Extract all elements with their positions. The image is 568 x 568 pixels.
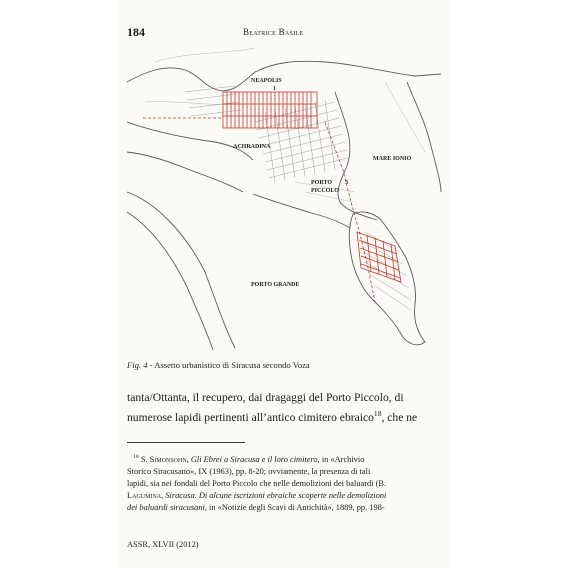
footnote-author: Lagumina,	[127, 490, 166, 500]
map-marker-1: 1	[273, 86, 276, 92]
page-number: 184	[127, 25, 145, 39]
caption-label: Fig. 4	[127, 360, 148, 370]
footnote-author: S. Simonsohn,	[140, 454, 191, 464]
map-label-piccolo: PICCOLO	[311, 188, 340, 194]
body-text-fragment: , che ne	[381, 410, 418, 424]
footnote-line	[127, 451, 440, 466]
footnote-title: Siracusa. Di alcune iscrizioni ebraiche scoperte nelle demolizioni	[165, 490, 387, 500]
body-line: tanta/Ottanta, il recupero, dai dragaggi del Porto Piccolo, di	[127, 391, 404, 404]
footnote-divider	[127, 442, 245, 443]
map-label-mare-ionio: MARE IONIO	[373, 156, 412, 162]
footnote-line: Storico Siracusano», IX (1963), pp. 8-20; ovviamente, la presenza di tali	[127, 466, 371, 476]
body-text-fragment: numerose lapidi pertinenti all’antico cimitero ebraico	[127, 410, 374, 424]
map-label-neapolis: NEAPOLIS	[251, 78, 282, 84]
body-line	[127, 406, 439, 426]
footnote-text: , in «Archivio	[317, 454, 365, 464]
footnote-line: lapidi, sia nei fondali del Porto Piccolo che nelle demolizioni dei baluardi (B.	[127, 478, 387, 488]
map-label-porto-grande: PORTO GRANDE	[251, 282, 300, 288]
footnote-line	[127, 490, 440, 502]
map-label-achradina: ACHRADINA	[233, 144, 271, 150]
page-footer: ASSR, XLVII (2012)	[127, 540, 199, 549]
running-head: Beatrice Basile	[243, 27, 304, 37]
body-text	[127, 390, 439, 426]
caption-text: - Assetto urbanistico di Siracusa secondo Voza	[147, 360, 310, 370]
footnote-ref: 18	[373, 409, 382, 418]
map-marker-3: 3	[345, 180, 348, 186]
footnote-text: , in «Notizie degli Scavi di Antichità», 1889, pp. 198-	[204, 502, 385, 512]
footnote-title: dei baluardi siracusani	[127, 502, 205, 512]
figure-caption	[127, 360, 310, 370]
map-figure	[125, 42, 443, 352]
footnote-line	[127, 502, 440, 514]
footnote-number: 18	[133, 454, 139, 460]
footnote-title: Gli Ebrei a Siracusa e il loro cimitero	[190, 454, 318, 464]
footnote	[127, 451, 440, 514]
map-label-porto: PORTO	[311, 180, 333, 186]
